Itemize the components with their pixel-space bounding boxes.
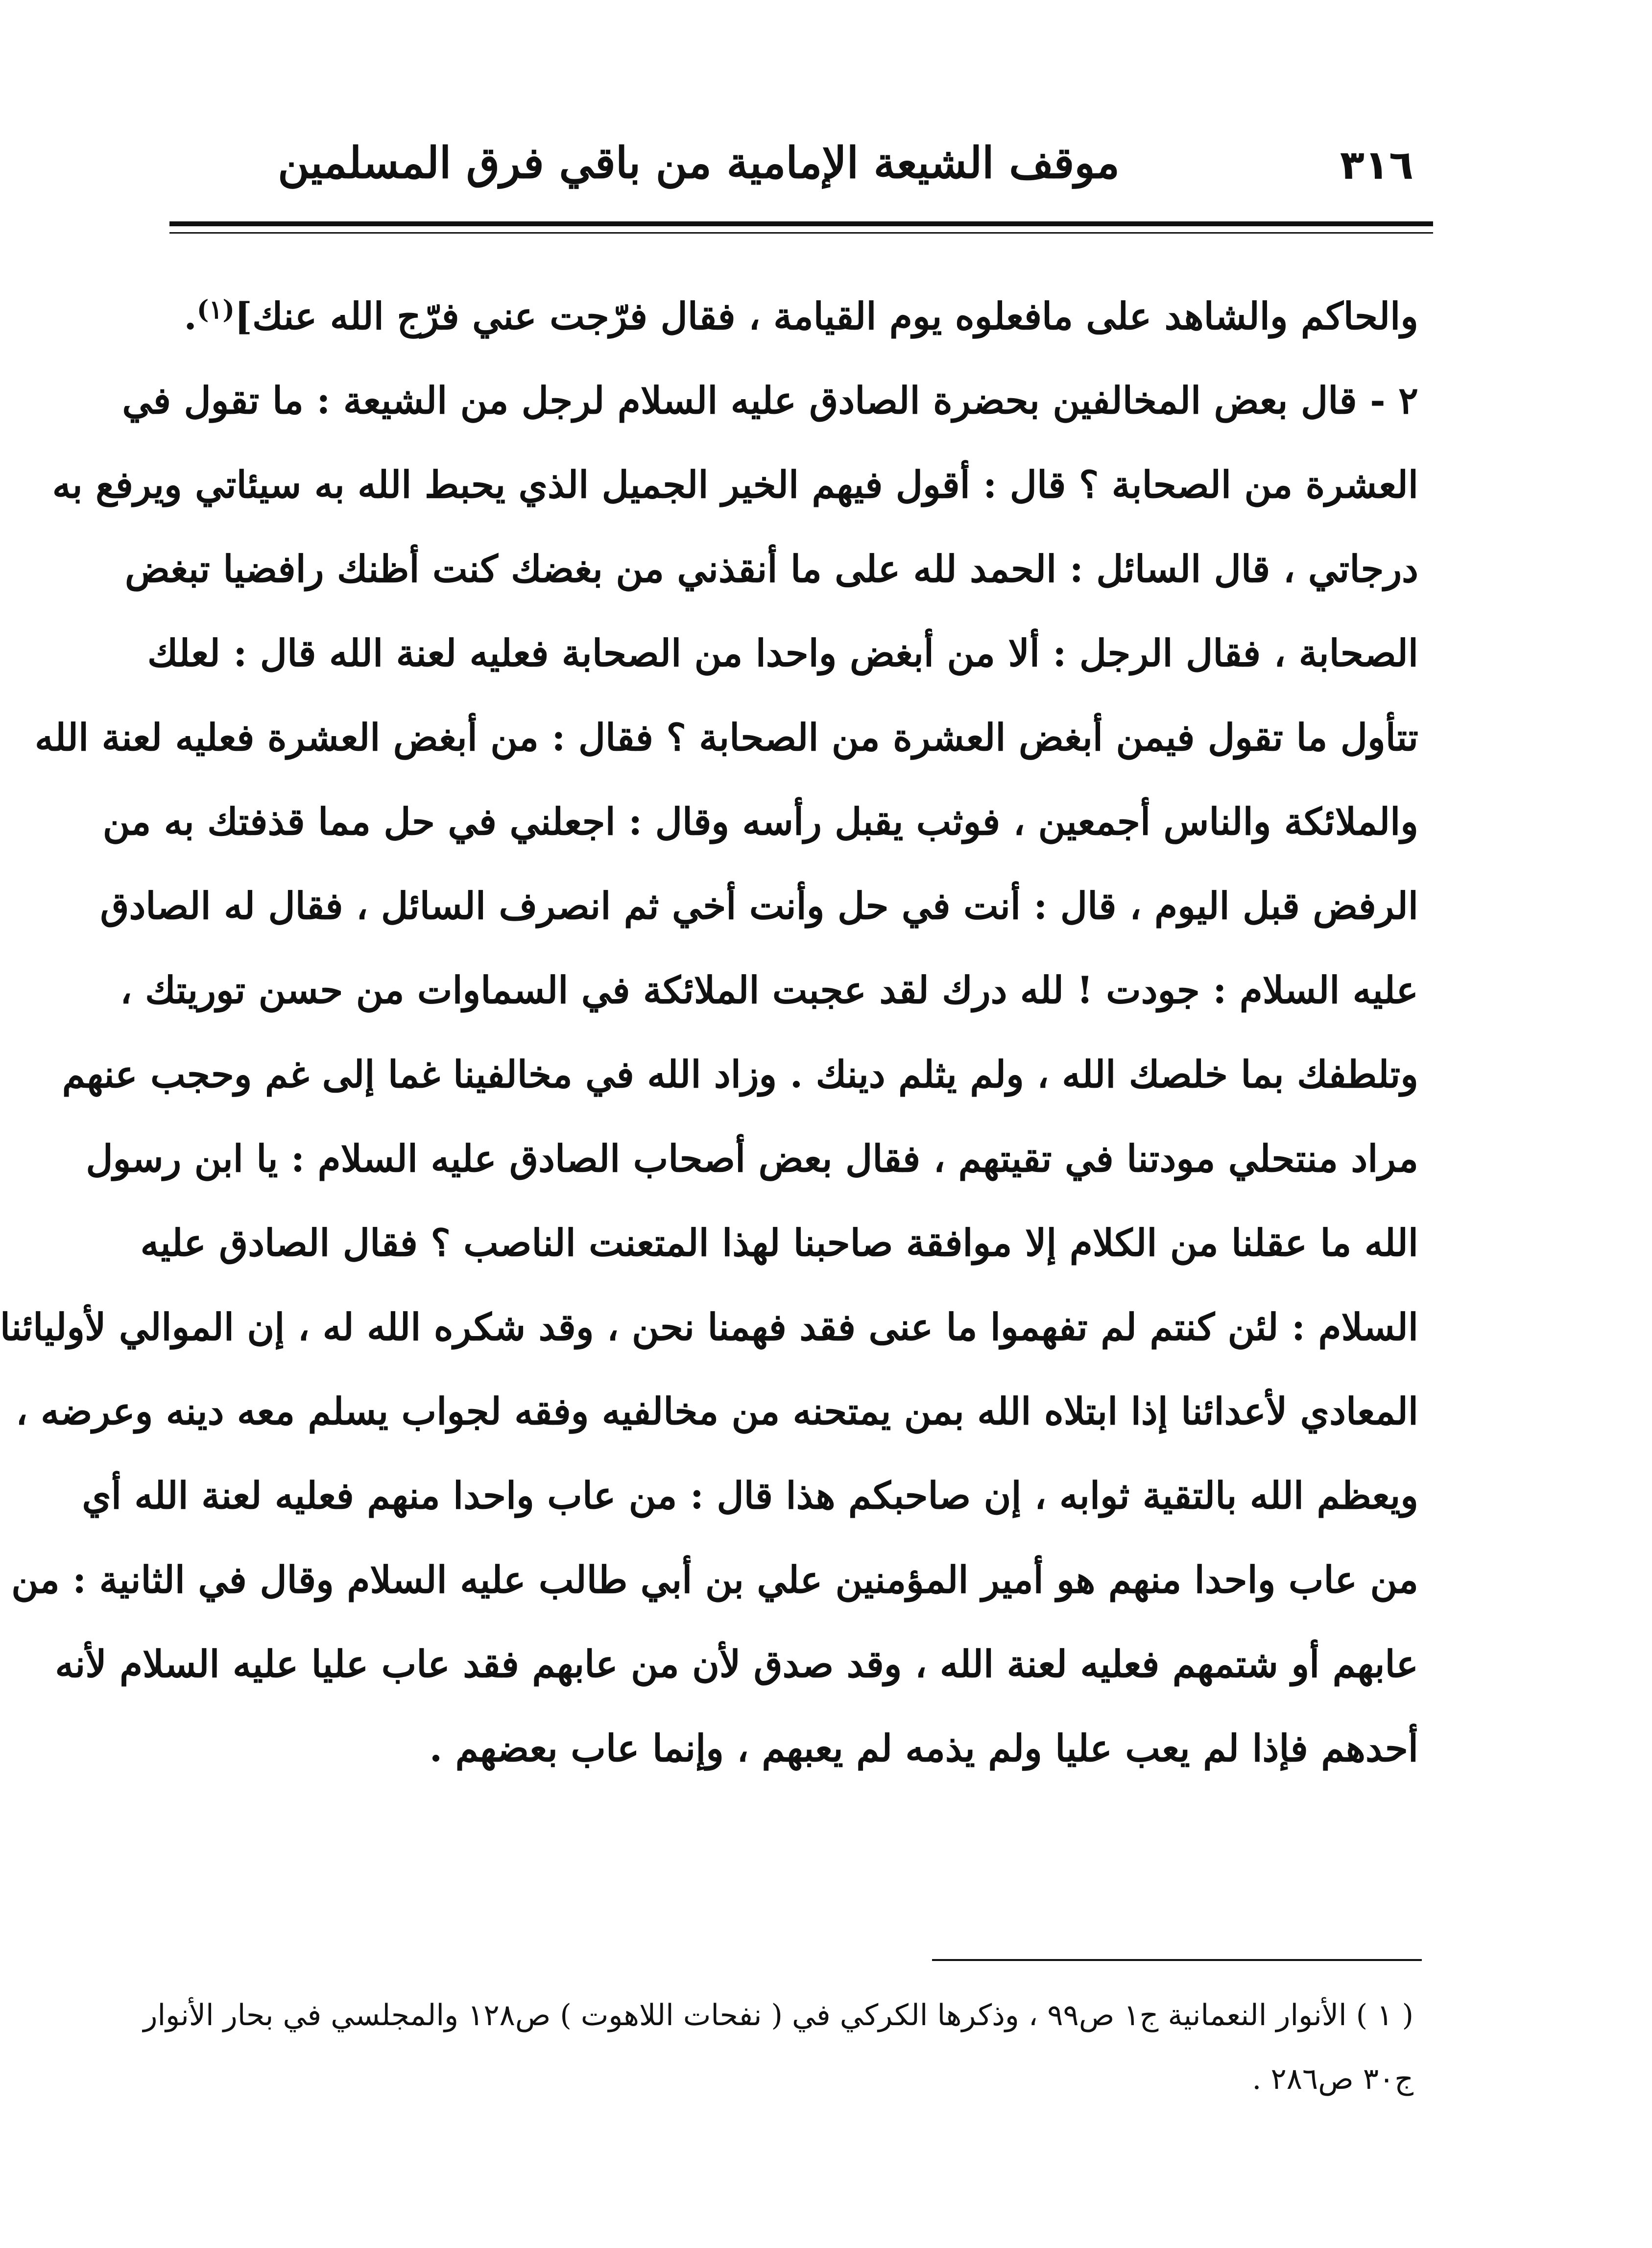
text-line: الصحابة ، فقال الرجل : ألا من أبغض واحدا من الصحابة فعليه لعنة الله قال : لعلك: [147, 631, 1418, 675]
text-line: درجاتي ، قال السائل : الحمد لله على ما أنقذني من بغضك كنت أظنك رافضيا تبغض: [125, 547, 1418, 591]
text-line: الرفض قبل اليوم ، قال : أنت في حل وأنت أخي ثم انصرف السائل ، فقال له الصادق: [100, 884, 1418, 928]
page-header: [169, 122, 1433, 196]
text-line: مراد منتحلي مودتنا في تقيتهم ، فقال بعض أصحاب الصادق عليه السلام : يا ابن رسول: [86, 1137, 1418, 1180]
text-line: ٢ - قال بعض المخالفين بحضرة الصادق عليه السلام لرجل من الشيعة : ما تقول في: [122, 379, 1418, 422]
line-text: والحاكم والشاهد على مافعلوه يوم القيامة ، فقال فرّجت عني فرّج الله عنك]: [234, 294, 1418, 338]
page-number: ٣١٦: [1340, 142, 1413, 189]
header-rule-thin: [169, 232, 1433, 234]
text-line: عابهم أو شتمهم فعليه لعنة الله ، وقد صدق لأن من عابهم فقد عاب عليا عليه السلام لأنه: [55, 1642, 1418, 1686]
text-line: المعادي لأعدائنا إذا ابتلاه الله بمن يمتحنه من مخالفيه وفقه لجواب يسلم معه دينه وعرضه ،: [16, 1389, 1418, 1433]
text-line: العشرة من الصحابة ؟ قال : أقول فيهم الخير الجميل الذي يحبط الله به سيئاتي ويرفع به: [52, 463, 1418, 506]
text-line: من عاب واحدا منهم هو أمير المؤمنين علي بن أبي طالب عليه السلام وقال في الثانية : من: [11, 1558, 1418, 1602]
text-line: ويعظم الله بالتقية ثوابه ، إن صاحبكم هذا قال : من عاب واحدا منهم فعليه لعنة الله أي: [82, 1474, 1418, 1517]
text-line: الله ما عقلنا من الكلام إلا موافقة صاحبنا لهذا المتعنت الناصب ؟ فقال الصادق عليه: [140, 1221, 1418, 1265]
footnote-separator: [932, 1959, 1422, 1961]
line-end-mark: .: [184, 294, 197, 338]
footnote-line: ج٣٠ ص٢٨٦ .: [1252, 2062, 1413, 2096]
footnote-line: ( ١ ) الأنوار النعمانية ج١ ص٩٩ ، وذكرها الكركي في ( نفحات اللاهوت ) ص١٢٨ والمجلسي في بحار الأنوار: [143, 1998, 1413, 2033]
footnote-reference: (١): [196, 295, 235, 325]
text-line: والملائكة والناس أجمعين ، فوثب يقبل رأسه وقال : اجعلني في حل مما قذفتك به من: [102, 800, 1418, 843]
text-line: [184, 274, 1418, 359]
text-line: وتلطفك بما خلصك الله ، ولم يثلم دينك . وزاد الله في مخالفينا غما إلى غم وحجب عنهم: [62, 1052, 1418, 1096]
footnotes: [143, 1984, 1413, 2111]
main-text: [0, 274, 1418, 1791]
header-rule-thick: [169, 221, 1433, 226]
text-line: السلام : لئن كنتم لم تفهموا ما عنى فقد فهمنا نحن ، وقد شكره الله له ، إن الموالي لأوليائنا: [0, 1305, 1418, 1349]
text-line: عليه السلام : جودت ! لله درك لقد عجبت الملائكة في السماوات من حسن توريتك ،: [120, 968, 1418, 1012]
text-line: أحدهم فإذا لم يعب عليا ولم يذمه لم يعبهم ، وإنما عاب بعضهم .: [429, 1726, 1418, 1770]
running-title: موقف الشيعة الإمامية من باقي فرق المسلمين: [278, 137, 1120, 188]
text-line: تتأول ما تقول فيمن أبغض العشرة من الصحابة ؟ فقال : من أبغض العشرة فعليه لعنة الله: [34, 716, 1418, 759]
